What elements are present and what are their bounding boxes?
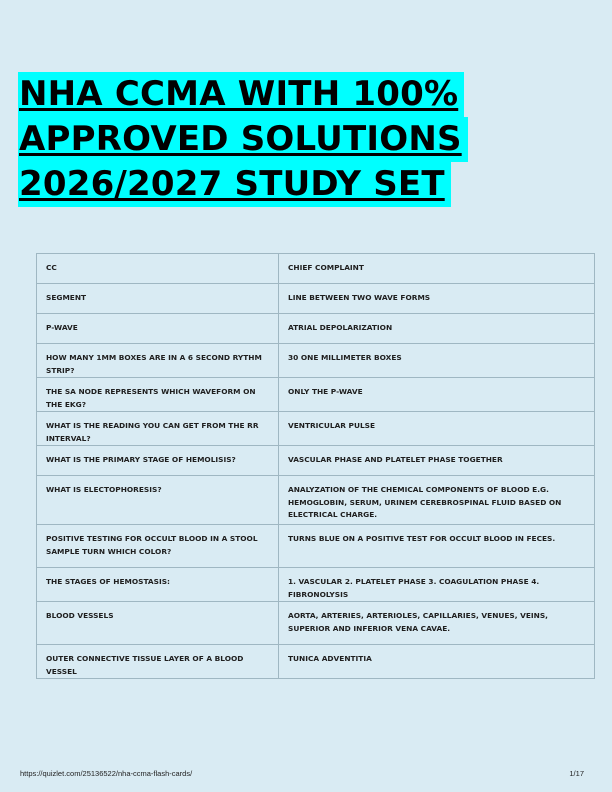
title-line-1: NHA CCMA WITH 100%: [18, 72, 464, 117]
card-term: HOW MANY 1MM BOXES ARE IN A 6 SECOND RYTHM STRIP?: [37, 344, 279, 378]
card-definition: ONLY THE P-WAVE: [279, 378, 595, 412]
card-definition: CHIEF COMPLAINT: [279, 254, 595, 284]
card-term: WHAT IS THE PRIMARY STAGE OF HEMOLISIS?: [37, 446, 279, 476]
flashcard-row: [37, 314, 595, 344]
flashcard-row: [37, 602, 595, 645]
card-term: THE STAGES OF HEMOSTASIS:: [37, 568, 279, 602]
flashcard-row: [37, 254, 595, 284]
flashcard-row: [37, 476, 595, 525]
card-term: BLOOD VESSELS: [37, 602, 279, 645]
card-term: WHAT IS ELECTOPHORESIS?: [37, 476, 279, 525]
card-term: POSITIVE TESTING FOR OCCULT BLOOD IN A STOOL SAMPLE TURN WHICH COLOR?: [37, 525, 279, 568]
source-url: https://quizlet.com/25136522/nha-ccma-flash-cards/: [20, 769, 193, 778]
card-term: P-WAVE: [37, 314, 279, 344]
card-definition: 30 ONE MILLIMETER BOXES: [279, 344, 595, 378]
card-definition: ANALYZATION OF THE CHEMICAL COMPONENTS OF BLOOD E.G. HEMOGLOBIN, SERUM, URINEM CEREBROSPINAL FLUID BASED ON ELECTRICAL CHARGE.: [279, 476, 595, 525]
card-term: CC: [37, 254, 279, 284]
card-term: THE SA NODE REPRESENTS WHICH WAVEFORM ON THE EKG?: [37, 378, 279, 412]
card-definition: TUNICA ADVENTITIA: [279, 645, 595, 679]
flashcard-row: [37, 645, 595, 679]
card-term: WHAT IS THE READING YOU CAN GET FROM THE RR INTERVAL?: [37, 412, 279, 446]
card-definition: ATRIAL DEPOLARIZATION: [279, 314, 595, 344]
flashcard-row: [37, 568, 595, 602]
flashcard-row: [37, 378, 595, 412]
title-line-3: 2026/2027 STUDY SET: [18, 162, 451, 207]
flashcard-table: [36, 253, 595, 679]
card-definition: AORTA, ARTERIES, ARTERIOLES, CAPILLARIES, VENUES, VEINS, SUPERIOR AND INFERIOR VENA CAVAE.: [279, 602, 595, 645]
flashcard-row: [37, 284, 595, 314]
flashcard-row: [37, 446, 595, 476]
flashcard-row: [37, 412, 595, 446]
title-line-2: APPROVED SOLUTIONS: [18, 117, 468, 162]
card-term: OUTER CONNECTIVE TISSUE LAYER OF A BLOOD VESSEL: [37, 645, 279, 679]
flashcard-row: [37, 344, 595, 378]
card-definition: TURNS BLUE ON A POSITIVE TEST FOR OCCULT BLOOD IN FECES.: [279, 525, 595, 568]
card-definition: 1. VASCULAR 2. PLATELET PHASE 3. COAGULATION PHASE 4. FIBRONOLYSIS: [279, 568, 595, 602]
page-number: 1/17: [569, 769, 584, 778]
card-definition: LINE BETWEEN TWO WAVE FORMS: [279, 284, 595, 314]
card-definition: VENTRICULAR PULSE: [279, 412, 595, 446]
card-definition: VASCULAR PHASE AND PLATELET PHASE TOGETHER: [279, 446, 595, 476]
card-term: SEGMENT: [37, 284, 279, 314]
document-title: [18, 72, 468, 207]
flashcard-row: [37, 525, 595, 568]
